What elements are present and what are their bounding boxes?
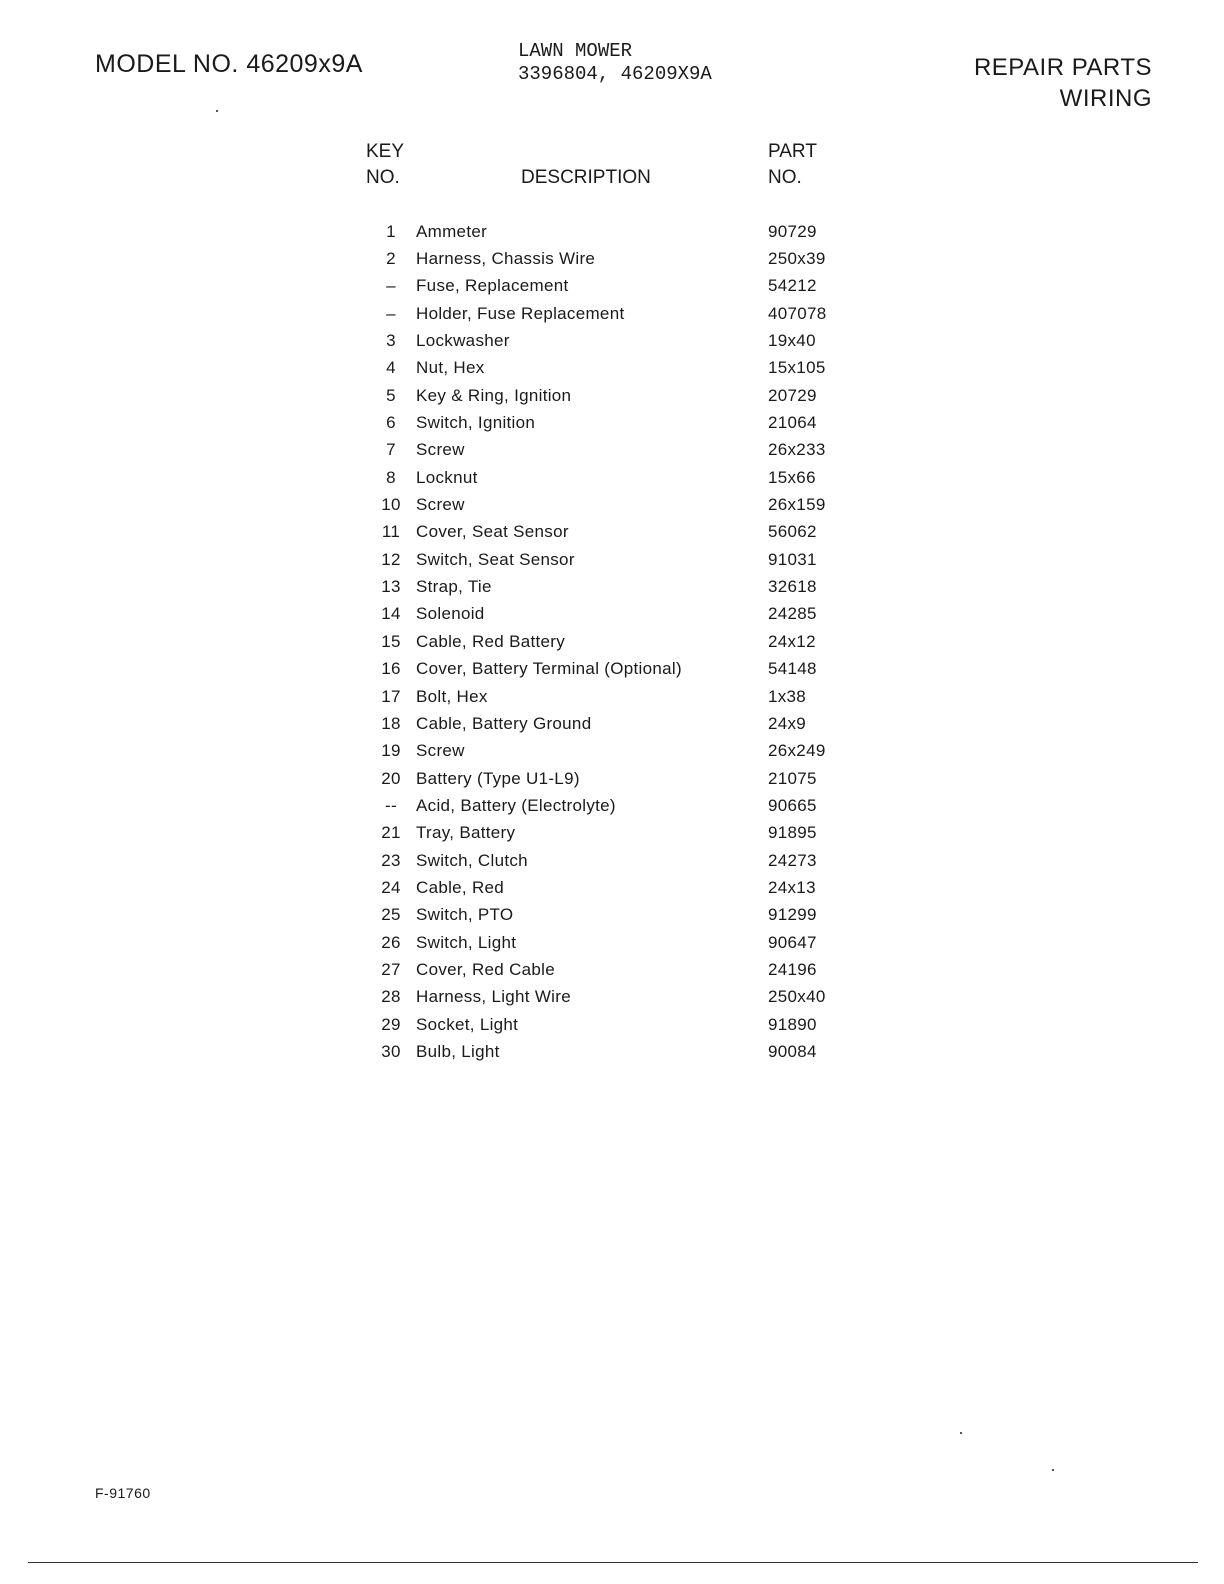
table-row [366, 382, 866, 409]
part-key-no: 26 [381, 932, 401, 952]
part-number: 24x13 [768, 877, 816, 897]
part-description: Switch, Seat Sensor [416, 549, 575, 569]
part-number: 26x249 [768, 741, 826, 761]
part-description: Ammeter [416, 221, 488, 241]
part-key-no: 13 [381, 577, 401, 597]
part-key-no: 3 [386, 331, 396, 351]
part-number: 24196 [768, 959, 817, 979]
table-row [366, 847, 866, 874]
part-number: 407078 [768, 303, 827, 323]
column-header-description: DESCRIPTION [521, 167, 651, 188]
part-description: Screw [416, 741, 465, 761]
part-number: 90084 [768, 1041, 817, 1061]
part-description: Acid, Battery (Electrolyte) [416, 795, 616, 815]
part-description: Tray, Battery [416, 823, 516, 843]
part-number: 24x9 [768, 713, 807, 733]
part-description: Screw [416, 495, 465, 515]
column-header-part-no: PART NO. [768, 141, 817, 188]
part-key-no: 17 [381, 686, 401, 706]
part-key-no: 24 [381, 877, 401, 897]
part-description: Locknut [416, 467, 478, 487]
part-description: Bolt, Hex [416, 686, 488, 706]
section-subtitle: WIRING [1059, 85, 1152, 112]
part-description: Holder, Fuse Replacement [416, 303, 625, 323]
table-row [366, 902, 866, 929]
table-row [366, 1011, 866, 1038]
table-row [366, 437, 866, 464]
part-number: 54148 [768, 659, 817, 679]
part-description: Cover, Seat Sensor [416, 522, 569, 542]
table-row [366, 409, 866, 436]
part-number: 91031 [768, 549, 817, 569]
table-row [366, 792, 866, 819]
part-key-no: 15 [381, 631, 401, 651]
model-number: MODEL NO. 46209x9A [95, 50, 363, 78]
part-description: Nut, Hex [416, 358, 485, 378]
part-key-no: 18 [381, 713, 401, 733]
part-key-no: 29 [381, 1014, 401, 1034]
part-description: Strap, Tie [416, 577, 492, 597]
part-description: Cover, Red Cable [416, 959, 555, 979]
part-description: Socket, Light [416, 1014, 519, 1034]
bottom-divider [28, 1562, 1198, 1563]
table-row [366, 929, 866, 956]
section-title: REPAIR PARTS [973, 54, 1152, 81]
scan-speck [1052, 1469, 1054, 1471]
table-row [366, 573, 866, 600]
table-row [366, 738, 866, 765]
scan-speck [960, 1432, 962, 1434]
table-row [366, 683, 866, 710]
parts-list [366, 218, 866, 1066]
part-number: 26x159 [768, 495, 826, 515]
part-number: 1x38 [768, 686, 807, 706]
table-row [366, 464, 866, 491]
table-row [366, 327, 866, 354]
table-row [366, 355, 866, 382]
part-key-no: 6 [386, 413, 396, 433]
section-heading [974, 52, 1152, 114]
part-description: Cable, Red Battery [416, 631, 566, 651]
table-row [366, 601, 866, 628]
part-key-no: 10 [381, 495, 401, 515]
table-row [366, 491, 866, 518]
product-type: LAWN MOWER [518, 40, 633, 62]
part-description: Key & Ring, Ignition [416, 385, 572, 405]
table-row [366, 1038, 866, 1065]
part-key-no: 14 [381, 604, 401, 624]
part-number: 21064 [768, 413, 817, 433]
table-row [366, 874, 866, 901]
part-key-no: 16 [381, 659, 401, 679]
part-description: Switch, Ignition [416, 413, 536, 433]
part-key-no: 2 [386, 249, 396, 269]
part-key-no: 25 [381, 905, 401, 925]
part-number: 250x40 [768, 987, 826, 1007]
part-number: 32618 [768, 577, 817, 597]
part-number: 90665 [768, 795, 817, 815]
part-key-no: 12 [381, 549, 401, 569]
part-number: 19x40 [768, 331, 816, 351]
part-key-no: 23 [381, 850, 401, 870]
part-description: Harness, Chassis Wire [416, 249, 596, 269]
part-description: Solenoid [416, 604, 485, 624]
table-row [366, 519, 866, 546]
part-number: 20729 [768, 385, 817, 405]
part-number: 91895 [768, 823, 817, 843]
part-number: 15x105 [768, 358, 826, 378]
part-key-no: 19 [381, 741, 401, 761]
column-header-key-no: KEY NO. [366, 141, 405, 188]
table-row [366, 710, 866, 737]
table-row [366, 245, 866, 272]
table-row [366, 300, 866, 327]
part-number: 90647 [768, 932, 817, 952]
part-number: 90729 [768, 221, 817, 241]
part-key-no: 4 [386, 358, 396, 378]
part-description: Cable, Battery Ground [416, 713, 592, 733]
part-number: 21075 [768, 768, 817, 788]
table-row [366, 984, 866, 1011]
part-description: Screw [416, 440, 465, 460]
part-key-no: 28 [381, 987, 401, 1007]
part-number: 54212 [768, 276, 817, 296]
part-description: Harness, Light Wire [416, 987, 571, 1007]
table-row [366, 218, 866, 245]
table-row [366, 765, 866, 792]
part-description: Battery (Type U1-L9) [416, 768, 580, 788]
part-description: Switch, Clutch [416, 850, 528, 870]
part-number: 250x39 [768, 249, 826, 269]
part-description: Bulb, Light [416, 1041, 500, 1061]
table-row [366, 546, 866, 573]
part-key-no: -- [385, 795, 397, 815]
table-row [366, 656, 866, 683]
part-key-no: 8 [386, 467, 396, 487]
part-description: Switch, PTO [416, 905, 514, 925]
part-key-no: 21 [381, 823, 401, 843]
part-key-no: – [386, 276, 396, 296]
part-number: 24273 [768, 850, 817, 870]
part-description: Switch, Light [416, 932, 517, 952]
product-heading [518, 40, 712, 86]
part-number: 91890 [768, 1014, 817, 1034]
table-row [366, 628, 866, 655]
part-key-no: 5 [386, 385, 396, 405]
part-description: Fuse, Replacement [416, 276, 569, 296]
part-number: 91299 [768, 905, 817, 925]
part-number: 15x66 [768, 467, 816, 487]
part-key-no: 27 [381, 959, 401, 979]
form-number: F-91760 [95, 1485, 151, 1501]
part-number: 24x12 [768, 631, 816, 651]
part-key-no: 1 [386, 221, 396, 241]
product-numbers: 3396804, 46209X9A [518, 63, 712, 85]
table-row [366, 820, 866, 847]
part-key-no: – [386, 303, 396, 323]
part-key-no: 20 [381, 768, 401, 788]
part-number: 26x233 [768, 440, 826, 460]
part-key-no: 7 [386, 440, 396, 460]
part-description: Lockwasher [416, 331, 510, 351]
part-description: Cover, Battery Terminal (Optional) [416, 659, 682, 679]
part-number: 24285 [768, 604, 817, 624]
part-number: 56062 [768, 522, 817, 542]
table-row [366, 956, 866, 983]
scan-speck [216, 110, 218, 112]
table-row [366, 273, 866, 300]
part-key-no: 11 [381, 522, 401, 542]
part-key-no: 30 [381, 1041, 401, 1061]
part-description: Cable, Red [416, 877, 505, 897]
